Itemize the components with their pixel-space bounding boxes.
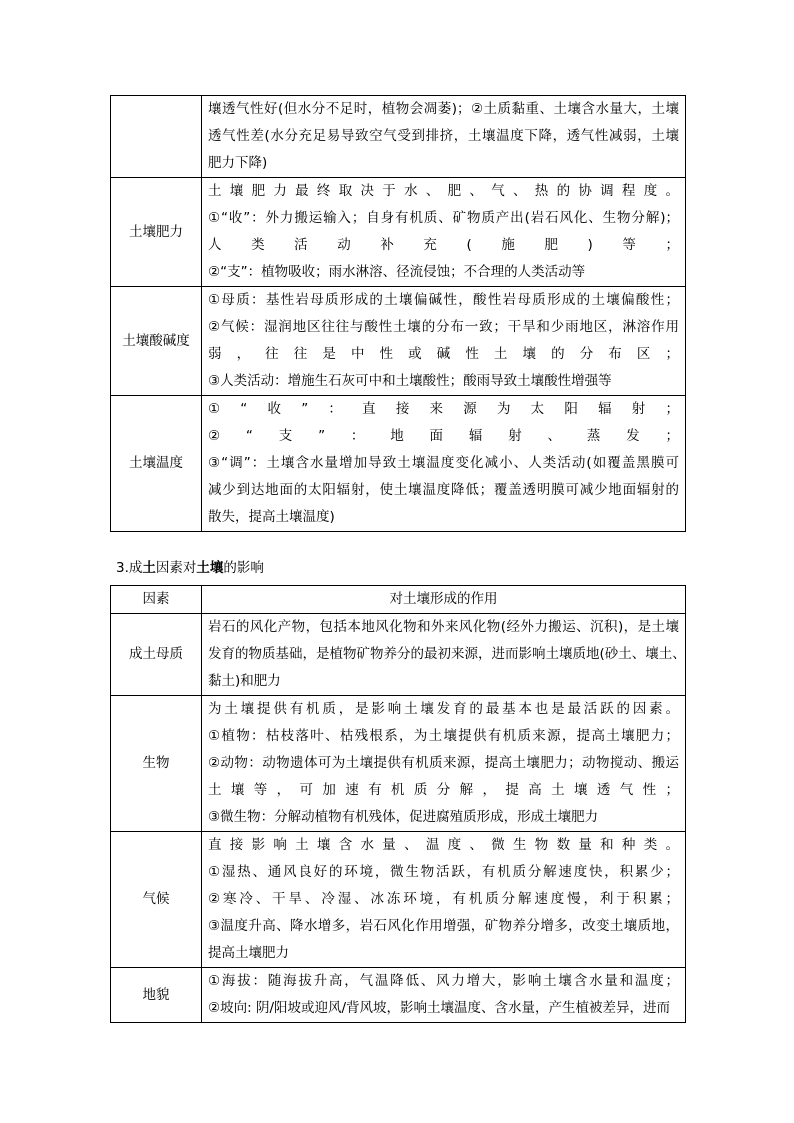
content-line: 土壤肥力最终取决于水、肥、气、热的协调程度。 [208,183,679,199]
content-line: ③人类活动：增施生石灰可中和土壤酸性；酸雨导致土壤酸性增强等 [208,373,612,389]
content-line: ②“支”：地面辐射、蒸发； [208,428,679,444]
table-row [111,968,686,1023]
content-line: ③“调”：土壤含水量增加导致土壤温度变化减小、人类活动(如覆盖黑膜可 [208,455,679,471]
soil-forming-factors-table [110,585,686,1023]
content-line: 发育的物质基础，是植物矿物养分的最初来源，进而影响土壤质地(砂土、壤土、 [208,646,686,662]
heading-bold-2: 土壤 [196,560,224,576]
table-row [111,696,686,832]
row-name-cell: 土壤肥力 [111,178,202,287]
table-row [111,396,686,532]
content-line: 散失，提高土壤温度) [208,509,335,525]
content-line: 弱，往往是中性或碱性土壤的分布区； [208,346,679,362]
table-header-row [111,586,686,614]
content-line: 土壤等，可加速有机质分解，提高土壤透气性； [208,782,679,798]
content-line: 提高土壤肥力 [208,945,289,961]
content-line: ②“支”：植物吸收；雨水淋溶、径流侵蚀；不合理的人类活动等 [208,264,586,280]
row-content-cell [202,396,686,532]
heading-prefix: 3.成 [116,560,143,576]
content-line: 人类活动补充(施肥)等； [208,237,679,253]
content-line: ①母质：基性岩母质形成的土壤偏碱性，酸性岩母质形成的土壤偏酸性； [208,292,679,308]
section-heading [116,560,264,576]
row-name-cell: 气候 [111,832,202,968]
row-content-cell [202,96,686,178]
content-line: ②坡向: 阴/阳坡或迎风/背风坡，影响土壤温度、含水量，产生植被差异，进而 [208,1000,671,1016]
row-content-cell [202,614,686,696]
content-line: ②寒冷、干旱、冷湿、冰冻环境，有机质分解速度慢，利于积累； [208,891,679,907]
table-row [111,614,686,696]
soil-properties-table [110,95,686,532]
content-line: 透气性差(水分充足易导致空气受到排挤，土壤温度下降，透气性减弱，土壤 [208,128,679,144]
content-line: ③微生物：分解动植物有机残体，促进腐殖质形成，形成土壤肥力 [208,809,599,825]
header-factor: 因素 [111,586,202,614]
content-line: 直接影响土壤含水量、温度、微生物数量和种类。 [208,837,679,853]
content-line: ①“收”：直接来源为太阳辐射； [208,401,679,417]
table-row [111,96,686,178]
content-line: 为土壤提供有机质，是影响土壤发育的最基本也是最活跃的因素。 [208,701,679,717]
content-line: ②气候：湿润地区往往与酸性土壤的分布一致；干旱和少雨地区，淋溶作用 [208,319,679,335]
row-name-cell: 生物 [111,696,202,832]
content-line: 减少到达地面的太阳辐射，使土壤温度降低；覆盖透明膜可减少地面辐射的 [208,482,679,498]
row-name-cell: 成土母质 [111,614,202,696]
heading-bold-1: 土 [142,560,156,576]
row-name-cell: 土壤温度 [111,396,202,532]
soil-forming-factors-table-body [111,614,686,1023]
content-line: 黏土)和肥力 [208,673,281,689]
heading-mid: 因素对 [155,560,197,576]
content-line: 岩石的风化产物，包括本地风化物和外来风化物(经外力搬运、沉积)，是土壤 [208,619,679,635]
content-line: ①湿热、通风良好的环境，微生物活跃，有机质分解速度快，积累少； [208,864,679,880]
table-row [111,178,686,287]
table-row [111,287,686,396]
content-line: 肥力下降) [208,155,268,171]
row-name-cell: 土壤酸碱度 [111,287,202,396]
content-line: ②动物：动物遗体可为土壤提供有机质来源，提高土壤肥力；动物搅动、搬运 [208,755,679,771]
content-line: 壤透气性好(但水分不足时，植物会凋萎)；②土质黏重、土壤含水量大，土壤 [208,101,679,117]
row-name-cell: 地貌 [111,968,202,1023]
table-row [111,832,686,968]
content-line: ①海拔：随海拔升高，气温降低、风力增大，影响土壤含水量和温度； [208,973,679,989]
content-line: ③温度升高、降水增多，岩石风化作用增强，矿物养分增多，改变土壤质地， [208,918,679,934]
row-content-cell [202,832,686,968]
row-content-cell [202,287,686,396]
soil-properties-table-body [111,96,686,532]
row-name-cell [111,96,202,178]
header-effect: 对土壤形成的作用 [202,586,686,614]
content-line: ①“收”：外力搬运输入；自身有机质、矿物质产出(岩石风化、生物分解)； [208,210,679,226]
heading-suffix: 的影响 [223,560,264,576]
row-content-cell [202,968,686,1023]
row-content-cell [202,696,686,832]
row-content-cell [202,178,686,287]
content-line: ①植物：枯枝落叶、枯残根系，为土壤提供有机质来源，提高土壤肥力； [208,728,679,744]
